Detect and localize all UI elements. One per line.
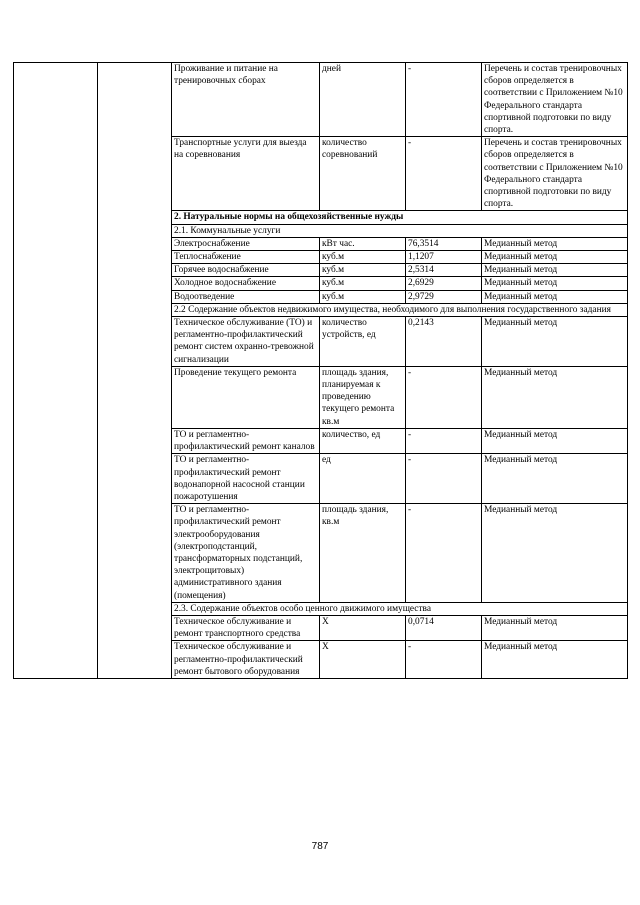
- norm-name-cell: Водоотведение: [172, 290, 320, 303]
- unit-cell: куб.м: [320, 264, 406, 277]
- value-cell: 1,1207: [406, 251, 482, 264]
- method-cell: Медианный метод: [482, 428, 628, 453]
- method-cell: Медианный метод: [482, 290, 628, 303]
- norm-name-cell: Транспортные услуги для выезда на соревнования: [172, 137, 320, 211]
- value-cell: -: [406, 454, 482, 504]
- value-cell: -: [406, 504, 482, 603]
- method-cell: Медианный метод: [482, 615, 628, 640]
- method-cell: Медианный метод: [482, 251, 628, 264]
- norm-name-cell: Проживание и питание на тренировочных сборах: [172, 63, 320, 137]
- unit-cell: количество соревнований: [320, 137, 406, 211]
- unit-cell: площадь здания, кв.м: [320, 504, 406, 603]
- value-cell: -: [406, 641, 482, 679]
- value-cell: 0,0714: [406, 615, 482, 640]
- method-cell: Медианный метод: [482, 264, 628, 277]
- norm-name-cell: Электроснабжение: [172, 237, 320, 250]
- empty-col2: [98, 63, 172, 679]
- value-cell: -: [406, 428, 482, 453]
- section-title: 2.3. Содержание объектов особо ценного движимого имущества: [172, 602, 628, 615]
- norm-name-cell: Техническое обслуживание и регламентно-профилактический ремонт бытового оборудования: [172, 641, 320, 679]
- unit-cell: Х: [320, 641, 406, 679]
- method-cell: Медианный метод: [482, 641, 628, 679]
- norm-name-cell: Теплоснабжение: [172, 251, 320, 264]
- unit-cell: куб.м: [320, 290, 406, 303]
- method-cell: Медианный метод: [482, 504, 628, 603]
- method-cell: Медианный метод: [482, 237, 628, 250]
- norm-name-cell: ТО и регламентно-профилактический ремонт водонапорной насосной станции пожаротушения: [172, 454, 320, 504]
- page-number: 787: [311, 841, 329, 852]
- norm-name-cell: Холодное водоснабжение: [172, 277, 320, 290]
- value-cell: 2,9729: [406, 290, 482, 303]
- method-cell: Медианный метод: [482, 317, 628, 367]
- unit-cell: количество устройств, ед: [320, 317, 406, 367]
- value-cell: -: [406, 366, 482, 428]
- section-title: 2.1. Коммунальные услуги: [172, 224, 628, 237]
- unit-cell: куб.м: [320, 277, 406, 290]
- unit-cell: площадь здания, планируемая к проведению текущего ремонта кв.м: [320, 366, 406, 428]
- unit-cell: кВт час.: [320, 237, 406, 250]
- value-cell: -: [406, 63, 482, 137]
- norm-name-cell: Горячее водоснабжение: [172, 264, 320, 277]
- norm-name-cell: ТО и регламентно-профилактический ремонт каналов: [172, 428, 320, 453]
- unit-cell: Х: [320, 615, 406, 640]
- section-title: 2.2 Содержание объектов недвижимого имущества, необходимого для выполнения государственного задания: [172, 303, 628, 316]
- value-cell: 0,2143: [406, 317, 482, 367]
- method-cell: Перечень и состав тренировочных сборов определяется в соответствии с Приложением №10 Федерального стандарта спортивной подготовки по виду спорта.: [482, 63, 628, 137]
- norms-table-body: [14, 63, 628, 679]
- unit-cell: куб.м: [320, 251, 406, 264]
- value-cell: -: [406, 137, 482, 211]
- norm-name-cell: ТО и регламентно-профилактический ремонт электрооборудования (электроподстанций, трансформаторных подстанций, электрощитовых) административного здания (помещения): [172, 504, 320, 603]
- table-row: [14, 63, 628, 137]
- unit-cell: ед: [320, 454, 406, 504]
- method-cell: Медианный метод: [482, 366, 628, 428]
- method-cell: Перечень и состав тренировочных сборов определяется в соответствии с Приложением №10 Федерального стандарта спортивной подготовки по виду спорта.: [482, 137, 628, 211]
- value-cell: 2,6929: [406, 277, 482, 290]
- method-cell: Медианный метод: [482, 454, 628, 504]
- unit-cell: дней: [320, 63, 406, 137]
- empty-col1: [14, 63, 98, 679]
- norm-name-cell: Проведение текущего ремонта: [172, 366, 320, 428]
- method-cell: Медианный метод: [482, 277, 628, 290]
- norms-table: [13, 62, 628, 679]
- value-cell: 76,3514: [406, 237, 482, 250]
- norm-name-cell: Техническое обслуживание (ТО) и регламентно-профилактический ремонт систем охранно-тревожной сигнализации: [172, 317, 320, 367]
- section-title: 2. Натуральные нормы на общехозяйственные нужды: [172, 211, 628, 224]
- unit-cell: количество, ед: [320, 428, 406, 453]
- value-cell: 2,5314: [406, 264, 482, 277]
- norm-name-cell: Техническое обслуживание и ремонт транспортного средства: [172, 615, 320, 640]
